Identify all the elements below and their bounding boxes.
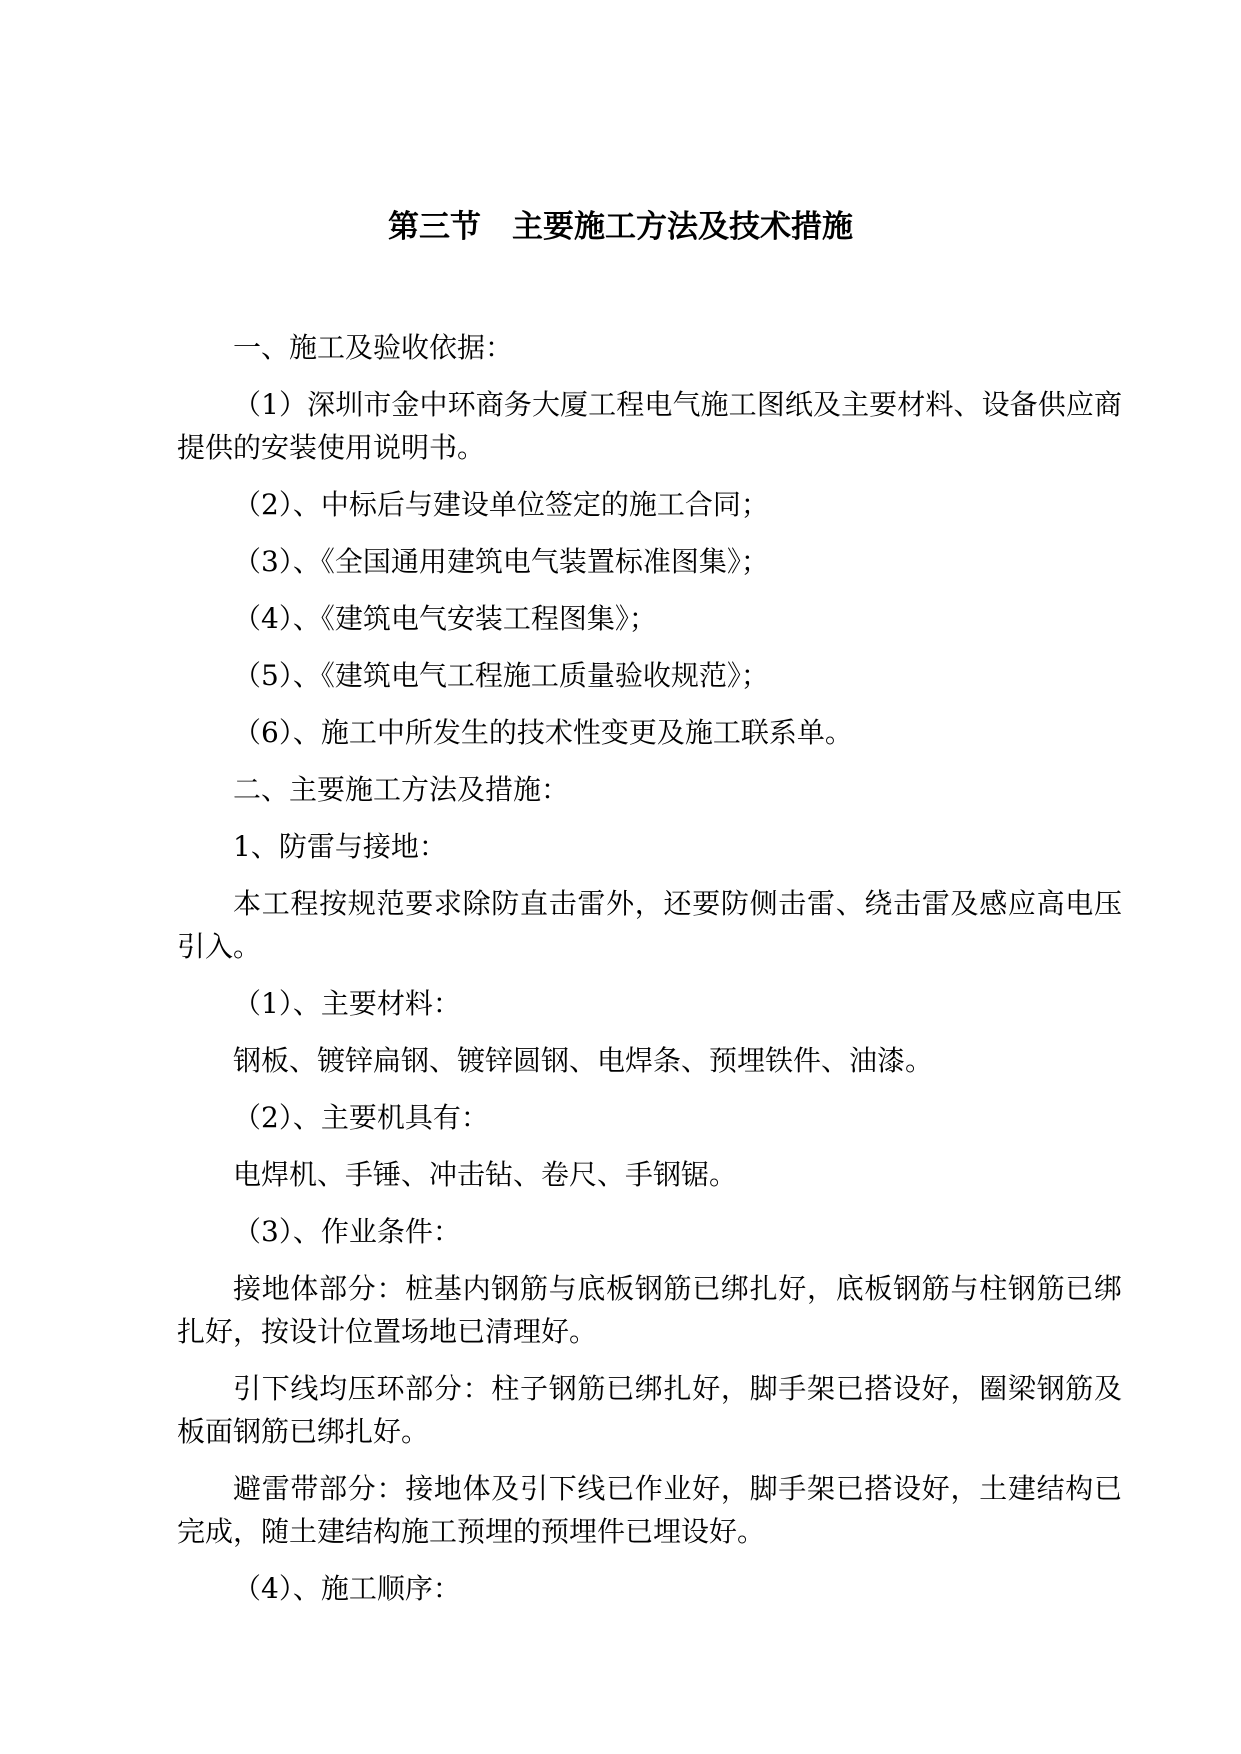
paragraph-materials-heading: （1）、主要材料：: [233, 987, 461, 1020]
paragraph-basis-heading: 一、施工及验收依据：: [233, 331, 514, 364]
paragraph-downlead-conditions: 引下线均压环部分：柱子钢筋已绑扎好，脚手架已搭设好，圈梁钢筋及板面钢筋已绑扎好。: [177, 1372, 1122, 1448]
paragraph-basis-item-2: （2）、中标后与建设单位签定的施工合同；: [233, 488, 769, 521]
paragraph-basis-item-6: （6）、施工中所发生的技术性变更及施工联系单。: [233, 716, 853, 749]
paragraph-basis-item-4: （4）、《建筑电气安装工程图集》；: [233, 602, 657, 635]
paragraph-conditions-heading: （3）、作业条件：: [233, 1215, 461, 1248]
paragraph-tools-heading: （2）、主要机具有：: [233, 1101, 489, 1134]
paragraph-basis-item-1: （1）深圳市金中环商务大厦工程电气施工图纸及主要材料、设备供应商提供的安装使用说明书。: [177, 388, 1122, 464]
paragraph-lightning-intro: 本工程按规范要求除防直击雷外，还要防侧击雷、绕击雷及感应高电压引入。: [177, 887, 1122, 963]
paragraph-methods-heading: 二、主要施工方法及措施：: [233, 773, 570, 806]
paragraph-basis-item-5: （5）、《建筑电气工程施工质量验收规范》；: [233, 659, 769, 692]
paragraph-lightning-heading: 1、防雷与接地：: [233, 830, 447, 863]
paragraph-basis-item-3: （3）、《全国通用建筑电气装置标准图集》；: [233, 545, 769, 578]
section-title: 第三节 主要施工方法及技术措施: [388, 209, 853, 245]
document-body: [177, 326, 1122, 1624]
paragraph-materials-list: 钢板、镀锌扁钢、镀锌圆钢、电焊条、预埋铁件、油漆。: [233, 1044, 934, 1077]
paragraph-tools-list: 电焊机、手锤、冲击钻、卷尺、手钢锯。: [233, 1158, 738, 1191]
paragraph-sequence-heading: （4）、施工顺序：: [233, 1572, 461, 1605]
paragraph-grounding-conditions: 接地体部分：桩基内钢筋与底板钢筋已绑扎好，底板钢筋与柱钢筋已绑扎好，按设计位置场地已清理好。: [177, 1272, 1122, 1348]
paragraph-lightning-belt-conditions: 避雷带部分：接地体及引下线已作业好，脚手架已搭设好，土建结构已完成，随土建结构施工预埋的预埋件已埋设好。: [177, 1472, 1122, 1548]
